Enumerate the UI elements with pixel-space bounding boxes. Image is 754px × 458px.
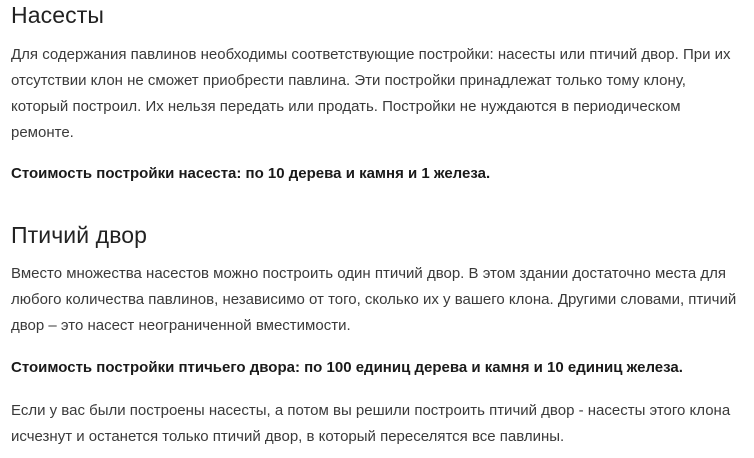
section-heading-poultry-yard: Птичий двор [11, 222, 148, 248]
note-poultry-yard: Если у вас были построены насесты, а потом вы решили построить птичий двор - насесты этого клона исчезнут и останется только птичий двор, в который переселятся все павлины. [11, 402, 731, 445]
cost-poultry-yard: Стоимость постройки птичьего двора: по 100 единиц дерева и камня и 10 единиц железа. [11, 359, 683, 376]
section-paragraph-poultry-yard: Вместо множества насестов можно построить один птичий двор. В этом здании достаточно места для любого количества павлинов, независимо от того, сколько их у вашего клона. Другими словами, птичий двор – это насест неограниченной вместимости. [11, 265, 737, 334]
section-paragraph-perches: Для содержания павлинов необходимы соответствующие постройки: насесты или птичий двор. При их отсутствии клон не сможет приобрести павлина. Эти постройки принадлежат только тому клону, который построил. Их нельзя передать или продать. Постройки не нуждаются в периодическом ремонте. [11, 46, 731, 141]
section-heading-perches: Насесты [11, 2, 104, 28]
cost-perches: Стоимость постройки насеста: по 10 дерева и камня и 1 железа. [11, 165, 491, 182]
